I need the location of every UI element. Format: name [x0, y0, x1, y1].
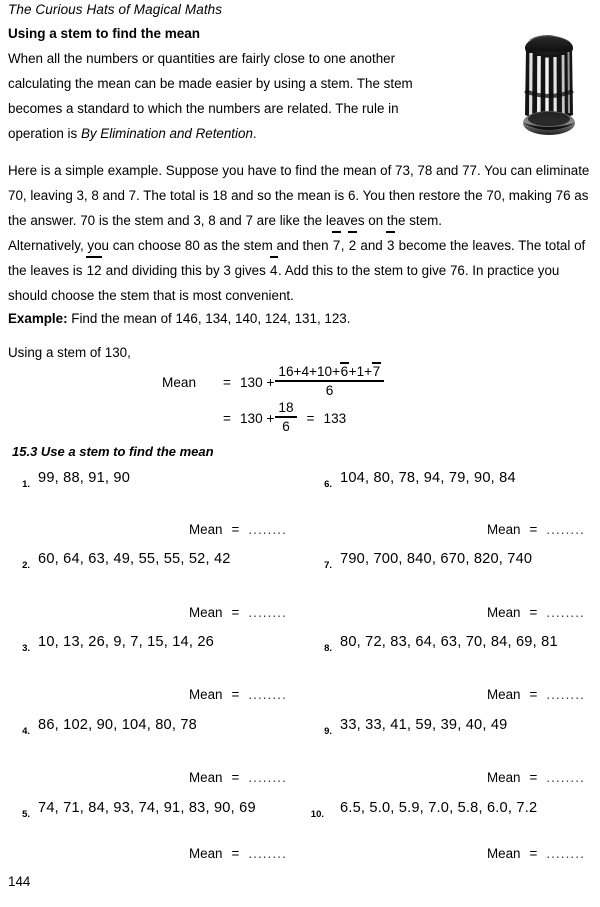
question-number-6: 6. — [324, 479, 332, 490]
mean-answer-9 — [487, 770, 585, 785]
equation-fraction-2 — [275, 400, 296, 434]
mean-answer-2 — [189, 605, 287, 620]
equation-row-2 — [214, 400, 385, 436]
vinculum-7: 7 — [332, 233, 340, 258]
worked-equation — [162, 364, 385, 436]
fraction-numerator-1 — [275, 364, 383, 380]
mean-answer-8 — [487, 687, 585, 702]
striped-hat-illustration — [518, 33, 580, 139]
mean-label-4: Mean — [189, 770, 223, 785]
equation-label: Mean — [162, 374, 197, 390]
question-number-7: 7. — [324, 560, 332, 571]
mean-dots-7[interactable]: ........ — [546, 605, 585, 620]
num-1: 1 — [356, 364, 365, 380]
question-values-10: 6.5, 5.0, 5.9, 7.0, 5.8, 6.0, 7.2 — [340, 800, 538, 816]
mean-answer-3 — [189, 687, 287, 702]
mean-dots-9[interactable]: ........ — [546, 770, 585, 785]
mean-equals-2: = — [231, 605, 240, 620]
alt-text-e: and dividing this by 3 gives — [102, 263, 270, 278]
mean-answer-1 — [189, 522, 287, 537]
equation-line1-stem: 130 + — [240, 374, 275, 390]
mean-dots-3[interactable]: ........ — [248, 687, 287, 702]
equation-row-1 — [162, 364, 385, 400]
mean-equals-4: = — [231, 770, 240, 785]
mean-dots-2[interactable]: ........ — [248, 605, 287, 620]
mean-equals-10: = — [529, 846, 538, 861]
equation-line2-stem: 130 + — [240, 410, 275, 426]
paragraph-alternative — [8, 233, 598, 308]
running-head: The Curious Hats of Magical Maths — [8, 2, 223, 17]
example-statement — [8, 311, 350, 326]
num-4: 4 — [301, 364, 310, 380]
equation-equals-3: = — [306, 410, 315, 426]
mean-label-7: Mean — [487, 605, 521, 620]
fraction-numerator-2: 18 — [278, 400, 294, 416]
alt-text-b: , — [340, 238, 349, 253]
mean-equals-5: = — [231, 846, 240, 861]
mean-equals-7: = — [529, 605, 538, 620]
vinculum-2: 2 — [348, 233, 356, 258]
mean-dots-1[interactable]: ........ — [248, 522, 287, 537]
num-16: 16 — [278, 364, 294, 380]
num-plus-2: + — [309, 364, 317, 380]
mean-dots-10[interactable]: ........ — [546, 846, 585, 861]
equation-fraction-1 — [275, 364, 383, 398]
mean-answer-10 — [487, 846, 585, 861]
question-number-10: 10. — [310, 809, 324, 820]
mean-dots-6[interactable]: ........ — [546, 522, 585, 537]
question-number-9: 9. — [324, 726, 332, 737]
question-number-4: 4. — [22, 726, 30, 737]
page-number: 144 — [8, 874, 31, 889]
mean-equals-3: = — [231, 687, 240, 702]
question-values-3: 10, 13, 26, 9, 7, 15, 14, 26 — [38, 634, 214, 650]
intro-text-part2: . — [252, 126, 257, 141]
stem-line: Using a stem of 130, — [8, 345, 131, 360]
equation-equals-1: = — [223, 374, 231, 390]
question-number-8: 8. — [324, 643, 332, 654]
intro-rule-italic: By Elimination and Retention — [80, 126, 253, 141]
question-values-6: 104, 80, 78, 94, 79, 90, 84 — [340, 470, 516, 486]
mean-equals-6: = — [529, 522, 538, 537]
mean-label-9: Mean — [487, 770, 521, 785]
mean-label-1: Mean — [189, 522, 223, 537]
mean-label-6: Mean — [487, 522, 521, 537]
vinculum-12: 12 — [86, 258, 102, 283]
mean-label-5: Mean — [189, 846, 223, 861]
mean-label-2: Mean — [189, 605, 223, 620]
mean-label-8: Mean — [487, 687, 521, 702]
equation-result: 133 — [323, 410, 347, 426]
num-10: 10 — [317, 364, 333, 380]
alt-text-a: Alternatively, you can choose 80 as the stem and then — [8, 238, 333, 253]
alt-text-d: become the leaves. The total of the leaves is — [8, 238, 586, 278]
mean-answer-5 — [189, 846, 287, 861]
vinculum-6-numerator: 6 — [340, 364, 349, 380]
mean-equals-1: = — [231, 522, 240, 537]
question-number-1: 1. — [22, 479, 30, 490]
question-values-1: 99, 88, 91, 90 — [38, 470, 131, 486]
mean-dots-4[interactable]: ........ — [248, 770, 287, 785]
question-values-8: 80, 72, 83, 64, 63, 70, 84, 69, 81 — [340, 634, 558, 650]
num-plus-3: + — [332, 364, 341, 380]
num-plus-1: + — [293, 364, 302, 380]
mean-answer-6 — [487, 522, 585, 537]
mean-answer-7 — [487, 605, 585, 620]
question-values-7: 790, 700, 840, 670, 820, 740 — [340, 551, 533, 567]
intro-text-part1: When all the numbers or quantities are fairly close to one another calculating the mean can be made easier by using a stem. The stem becomes a standard to which the numbers are related. The rule in operation is — [8, 51, 413, 141]
question-values-5: 74, 71, 84, 93, 74, 91, 83, 90, 69 — [38, 800, 256, 816]
fraction-denominator-1: 6 — [325, 382, 334, 398]
example-text: Find the mean of 146, 134, 140, 124, 131, 123. — [67, 311, 351, 326]
vinculum-4: 4 — [270, 258, 278, 283]
vinculum-7-numerator: 7 — [372, 364, 381, 380]
mean-dots-5[interactable]: ........ — [248, 846, 287, 861]
question-number-5: 5. — [22, 809, 30, 820]
alt-text-c: and — [356, 238, 387, 253]
question-values-9: 33, 33, 41, 59, 39, 40, 49 — [340, 717, 508, 733]
question-values-2: 60, 64, 63, 49, 55, 55, 52, 42 — [38, 551, 231, 567]
question-number-3: 3. — [22, 643, 30, 654]
equation-equals-2: = — [223, 410, 231, 426]
mean-dots-8[interactable]: ........ — [546, 687, 585, 702]
fraction-denominator-2: 6 — [282, 418, 290, 434]
exercise-heading: 15.3 Use a stem to find the mean — [12, 444, 214, 459]
mean-label-3: Mean — [189, 687, 223, 702]
num-plus-5: + — [364, 364, 373, 380]
vinculum-3: 3 — [386, 233, 394, 258]
mean-equals-9: = — [529, 770, 538, 785]
mean-answer-4 — [189, 770, 287, 785]
mean-label-10: Mean — [487, 846, 521, 861]
paragraph-intro — [8, 46, 458, 146]
paragraph-simple-example: Here is a simple example. Suppose you have to find the mean of 73, 78 and 77. You can eliminate 70, leaving 3, 8 and 7. The total is 18 and so the mean is 6. You then restore the 70, making 76 as the answer. 70 is the stem and 3, 8 and 7 are like the leaves on the stem. — [8, 163, 590, 228]
num-plus-4: + — [348, 364, 357, 380]
alt-text-f: . Add this to the stem to give 76. In practice you should choose the stem that is most convenient. — [8, 263, 560, 303]
question-values-4: 86, 102, 90, 104, 80, 78 — [38, 717, 197, 733]
section-heading: Using a stem to find the mean — [8, 26, 201, 41]
example-label: Example: — [8, 311, 68, 326]
mean-equals-8: = — [529, 687, 538, 702]
question-number-2: 2. — [22, 560, 30, 571]
